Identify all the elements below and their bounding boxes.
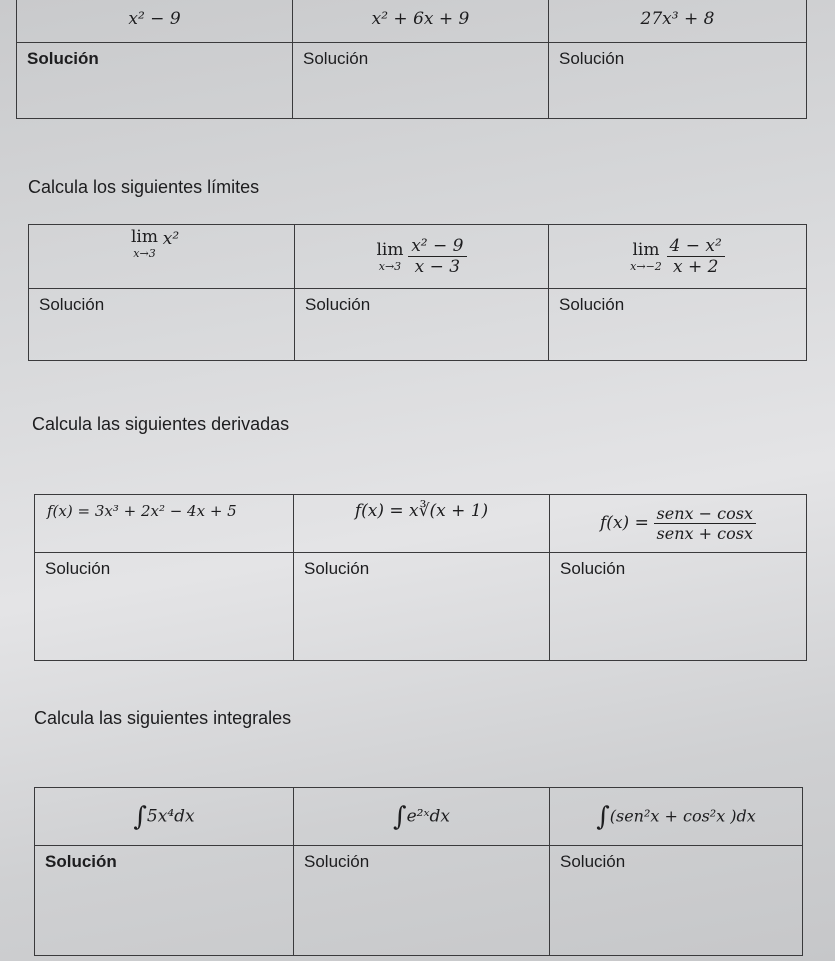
factor-header-2: x² + 6x + 9 bbox=[293, 0, 549, 43]
limit-cell-1: lim x→3 x² bbox=[29, 225, 295, 289]
integrals-heading: Calcula las siguientes integrales bbox=[34, 708, 292, 728]
factor-solution-1[interactable]: Solución bbox=[17, 43, 293, 119]
limit-cell-3: lim x→−2 $\frac{\text{4 − x²}}{x + 2}$ bbox=[549, 225, 807, 289]
integral-sign-icon: ∫ bbox=[393, 801, 407, 832]
derivative-cell-1: f(x) = 3x³ + 2x² − 4x + 5 bbox=[35, 495, 294, 553]
derivatives-heading: Calcula las siguientes derivadas bbox=[32, 414, 290, 434]
limit-cell-2: lim x→3 $\frac{\text{x² − 9}}{x - 3}$ bbox=[295, 225, 549, 289]
derivative-solution-3[interactable]: Solución bbox=[550, 553, 807, 661]
limit-solution-1[interactable]: Solución bbox=[29, 289, 295, 361]
derivative-cell-2: f(x) = x∛(x + 1) bbox=[294, 495, 550, 553]
derivative-cell-3: f(x) = $\frac{\text{senx − cosx}}{\text{senx + cosx}}$ bbox=[550, 495, 807, 553]
integral-solution-3[interactable]: Solución bbox=[550, 846, 803, 956]
factor-solution-3[interactable]: Solución bbox=[549, 43, 807, 119]
factor-header-1: x² − 9 bbox=[17, 0, 293, 43]
limit-solution-2[interactable]: Solución bbox=[295, 289, 549, 361]
factor-header-3: 27x³ + 8 bbox=[549, 0, 807, 43]
factor-solution-2[interactable]: Solución bbox=[293, 43, 549, 119]
integral-solution-1[interactable]: Solución bbox=[35, 846, 294, 956]
integral-cell-3: ∫(sen²x + cos²x )dx bbox=[550, 788, 803, 846]
integral-sign-icon: ∫ bbox=[596, 801, 610, 832]
integral-cell-2: ∫e²ˣdx bbox=[294, 788, 550, 846]
integral-solution-2[interactable]: Solución bbox=[294, 846, 550, 956]
limits-table bbox=[28, 224, 807, 361]
derivatives-table bbox=[34, 494, 807, 661]
limits-heading: Calcula los siguientes límites bbox=[28, 177, 260, 197]
integrals-table bbox=[34, 787, 803, 956]
integral-cell-1: ∫5x⁴dx bbox=[35, 788, 294, 846]
derivative-solution-1[interactable]: Solución bbox=[35, 553, 294, 661]
factor-table bbox=[16, 0, 807, 119]
integral-sign-icon: ∫ bbox=[133, 801, 147, 832]
derivative-solution-2[interactable]: Solución bbox=[294, 553, 550, 661]
limit-solution-3[interactable]: Solución bbox=[549, 289, 807, 361]
